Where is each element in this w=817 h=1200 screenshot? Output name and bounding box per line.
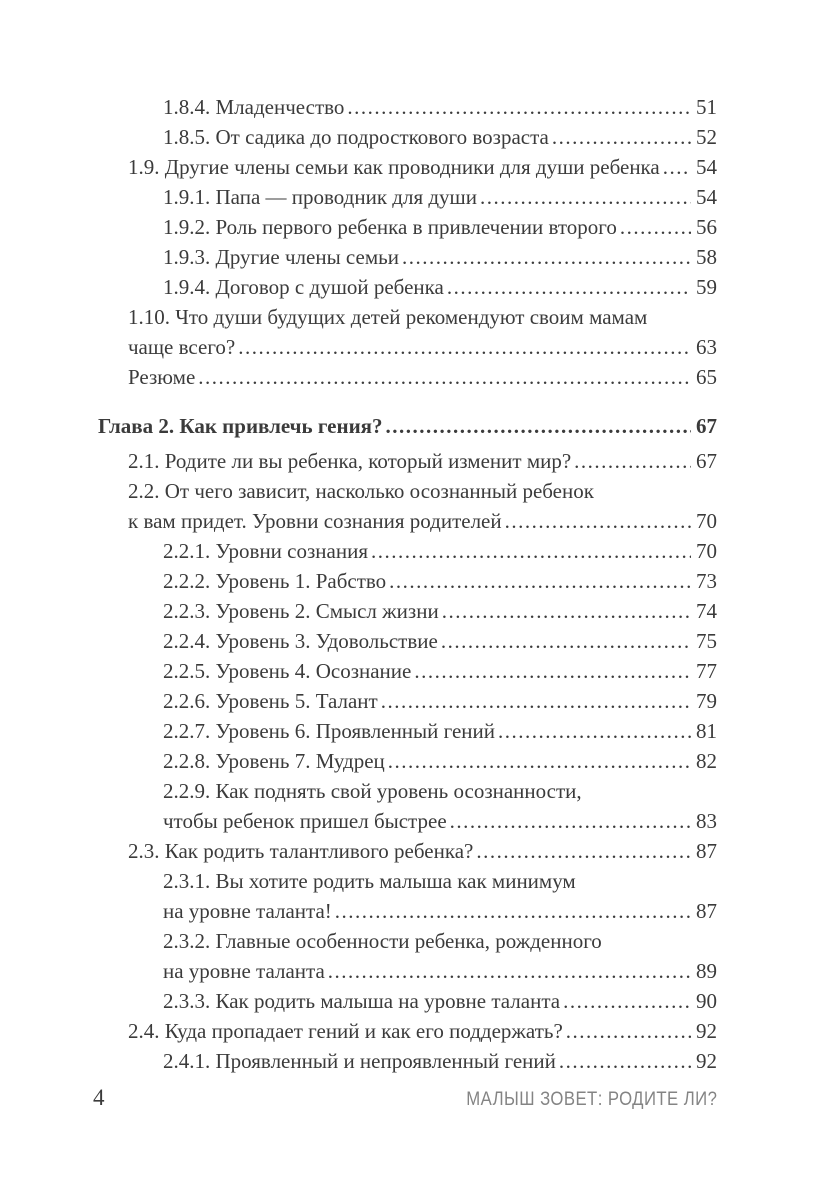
toc-entry-label: Резюме (128, 365, 196, 389)
toc-entry-label: 2.3.1. Вы хотите родить малыша как минимум (163, 869, 576, 893)
toc-page-number: 77 (696, 659, 717, 683)
toc-entry-label: 1.10. Что души будущих детей рекомендуют своим мамам (128, 305, 648, 329)
toc-entry-label: 2.2.9. Как поднять свой уровень осознанности, (163, 779, 582, 803)
toc-entry-label: на уровне таланта (163, 959, 325, 983)
toc-line (163, 536, 717, 566)
toc-page-number: 83 (696, 809, 717, 833)
toc-line (163, 866, 717, 896)
toc-line (163, 242, 717, 272)
toc-page-number: 92 (696, 1019, 717, 1043)
toc-page-number: 73 (696, 569, 717, 593)
toc-leader-dots (552, 122, 691, 152)
toc-line (128, 506, 717, 536)
toc-entry-label: 1.8.5. От садика до подросткового возраста (163, 125, 549, 149)
toc-line (163, 566, 717, 596)
toc-line (163, 776, 717, 806)
toc-entry-label: на уровне таланта! (163, 899, 332, 923)
toc-entry (128, 302, 717, 362)
toc-leader-dots (566, 1016, 691, 1046)
toc-page-number: 67 (696, 414, 717, 438)
toc-line (163, 806, 717, 836)
toc-entry (163, 626, 717, 656)
toc-line (128, 446, 717, 476)
toc-leader-dots (414, 656, 691, 686)
toc-leader-dots (198, 362, 691, 392)
toc-leader-dots (328, 956, 691, 986)
toc-leader-dots (505, 506, 691, 536)
toc-line (163, 656, 717, 686)
toc-line (128, 332, 717, 362)
toc-line (163, 626, 717, 656)
toc-entry-label: 1.8.4. Младенчество (163, 95, 345, 119)
toc-line (163, 686, 717, 716)
toc-entry (163, 656, 717, 686)
toc-line (163, 746, 717, 776)
toc-chapter-entry (98, 411, 717, 441)
toc-entry-label: 2.2.6. Уровень 5. Талант (163, 689, 378, 713)
toc-leader-dots (620, 212, 691, 242)
toc-entry (163, 566, 717, 596)
toc-entry (163, 1046, 717, 1076)
toc-leader-dots (402, 242, 691, 272)
toc-line (163, 716, 717, 746)
toc-entry-label: 2.4.1. Проявленный и непроявленный гений (163, 1049, 556, 1073)
toc-entry (163, 122, 717, 152)
toc-line (163, 92, 717, 122)
toc-entry-label: 2.2.8. Уровень 7. Мудрец (163, 749, 385, 773)
toc-line (163, 1046, 717, 1076)
toc-entry (128, 446, 717, 476)
toc-entry-label: 2.2. От чего зависит, насколько осознанный ребенок (128, 479, 594, 503)
toc-line (128, 152, 717, 182)
toc-page-number: 87 (696, 899, 717, 923)
toc-line (163, 182, 717, 212)
toc-page-number: 54 (696, 155, 717, 179)
toc-entry (163, 536, 717, 566)
toc-leader-dots (381, 686, 691, 716)
toc-entry-label: 2.3. Как родить талантливого ребенка? (128, 839, 474, 863)
toc-entry-label: 2.2.3. Уровень 2. Смысл жизни (163, 599, 439, 623)
toc-entry (163, 776, 717, 836)
toc-entry-label: Глава 2. Как привлечь гения? (98, 414, 383, 438)
toc-entry (128, 476, 717, 536)
toc-line (163, 122, 717, 152)
toc-leader-dots (347, 92, 691, 122)
toc-entry (128, 836, 717, 866)
toc-entry-label: 1.9.2. Роль первого ребенка в привлечении второго (163, 215, 617, 239)
toc-entry-label: 1.9.4. Договор с душой ребенка (163, 275, 444, 299)
toc-leader-dots (498, 716, 691, 746)
toc-entry-label: 2.4. Куда пропадает гений и как его поддержать? (128, 1019, 563, 1043)
toc-entry-label: 2.2.5. Уровень 4. Осознание (163, 659, 412, 683)
toc-line (163, 986, 717, 1016)
toc-entry-label: 1.9. Другие члены семьи как проводники для души ребенка (128, 155, 660, 179)
toc-page-number: 92 (696, 1049, 717, 1073)
toc-leader-dots (371, 536, 691, 566)
toc-line (128, 362, 717, 392)
toc-entry (163, 92, 717, 122)
toc-entry-label: 2.3.3. Как родить малыша на уровне таланта (163, 989, 561, 1013)
toc-page-number: 75 (696, 629, 717, 653)
toc-leader-dots (574, 446, 691, 476)
toc-entry-label: 2.1. Родите ли вы ребенка, который изменит мир? (128, 449, 572, 473)
toc-entry-label: чтобы ребенок пришел быстрее (163, 809, 447, 833)
toc-leader-dots (480, 182, 691, 212)
toc-leader-dots (442, 596, 691, 626)
toc-page-number: 82 (696, 749, 717, 773)
toc-leader-dots (388, 746, 691, 776)
toc-line (163, 956, 717, 986)
toc-entry-label: 2.2.1. Уровни сознания (163, 539, 368, 563)
toc-line (163, 896, 717, 926)
toc-page-number: 81 (696, 719, 717, 743)
toc-leader-dots (389, 566, 691, 596)
toc-line (128, 1016, 717, 1046)
toc-entry-label: 1.9.3. Другие члены семьи (163, 245, 399, 269)
toc-page-number: 70 (696, 539, 717, 563)
toc-line (163, 926, 717, 956)
toc-page-number: 65 (696, 365, 717, 389)
toc-entry (163, 716, 717, 746)
toc-leader-dots (663, 152, 691, 182)
toc-leader-dots (335, 896, 691, 926)
toc-page-number: 52 (696, 125, 717, 149)
toc-entry (163, 926, 717, 986)
toc-page-number: 63 (696, 335, 717, 359)
toc-entry (163, 182, 717, 212)
toc-page-number: 87 (696, 839, 717, 863)
toc-line (98, 411, 717, 441)
toc-entry (163, 272, 717, 302)
toc-entry-label: к вам придет. Уровни сознания родителей (128, 509, 502, 533)
toc-page-number: 70 (696, 509, 717, 533)
toc-entry-label: 2.2.4. Уровень 3. Удовольствие (163, 629, 438, 653)
toc-entry-label: 1.9.1. Папа — проводник для души (163, 185, 477, 209)
toc-entry (163, 986, 717, 1016)
toc-entry (128, 1016, 717, 1046)
toc (98, 92, 717, 1076)
toc-page-number: 58 (696, 245, 717, 269)
toc-page-number: 56 (696, 215, 717, 239)
toc-entry (163, 596, 717, 626)
footer-running-title: МАЛЫШ ЗОВЕТ: РОДИТЕ ЛИ? (465, 1089, 717, 1110)
toc-leader-dots (450, 806, 691, 836)
toc-entry (163, 866, 717, 926)
toc-page-number: 67 (696, 449, 717, 473)
footer-page-number: 4 (93, 1085, 105, 1110)
toc-page-number: 59 (696, 275, 717, 299)
toc-line (163, 212, 717, 242)
toc-line (128, 302, 717, 332)
toc-entry-label: чаще всего? (128, 335, 236, 359)
toc-leader-dots (386, 411, 691, 441)
toc-page-number: 89 (696, 959, 717, 983)
toc-page-number: 51 (696, 95, 717, 119)
toc-line (163, 596, 717, 626)
toc-entry (163, 242, 717, 272)
toc-page-number: 90 (696, 989, 717, 1013)
toc-leader-dots (563, 986, 691, 1016)
toc-entry-label: 2.2.7. Уровень 6. Проявленный гений (163, 719, 496, 743)
toc-page-number: 74 (696, 599, 717, 623)
footer (93, 1083, 717, 1115)
toc-entry (128, 152, 717, 182)
toc-page-number: 54 (696, 185, 717, 209)
toc-leader-dots (441, 626, 691, 656)
toc-entry (128, 362, 717, 392)
toc-entry (163, 746, 717, 776)
toc-leader-dots (238, 332, 691, 362)
toc-entry-label: 2.2.2. Уровень 1. Рабство (163, 569, 387, 593)
toc-line (128, 476, 717, 506)
toc-entry-label: 2.3.2. Главные особенности ребенка, рожденного (163, 929, 602, 953)
toc-entry (163, 686, 717, 716)
toc-leader-dots (559, 1046, 691, 1076)
toc-leader-dots (447, 272, 691, 302)
toc-leader-dots (476, 836, 691, 866)
toc-page-number: 79 (696, 689, 717, 713)
toc-line (128, 836, 717, 866)
toc-entry (163, 212, 717, 242)
toc-line (163, 272, 717, 302)
